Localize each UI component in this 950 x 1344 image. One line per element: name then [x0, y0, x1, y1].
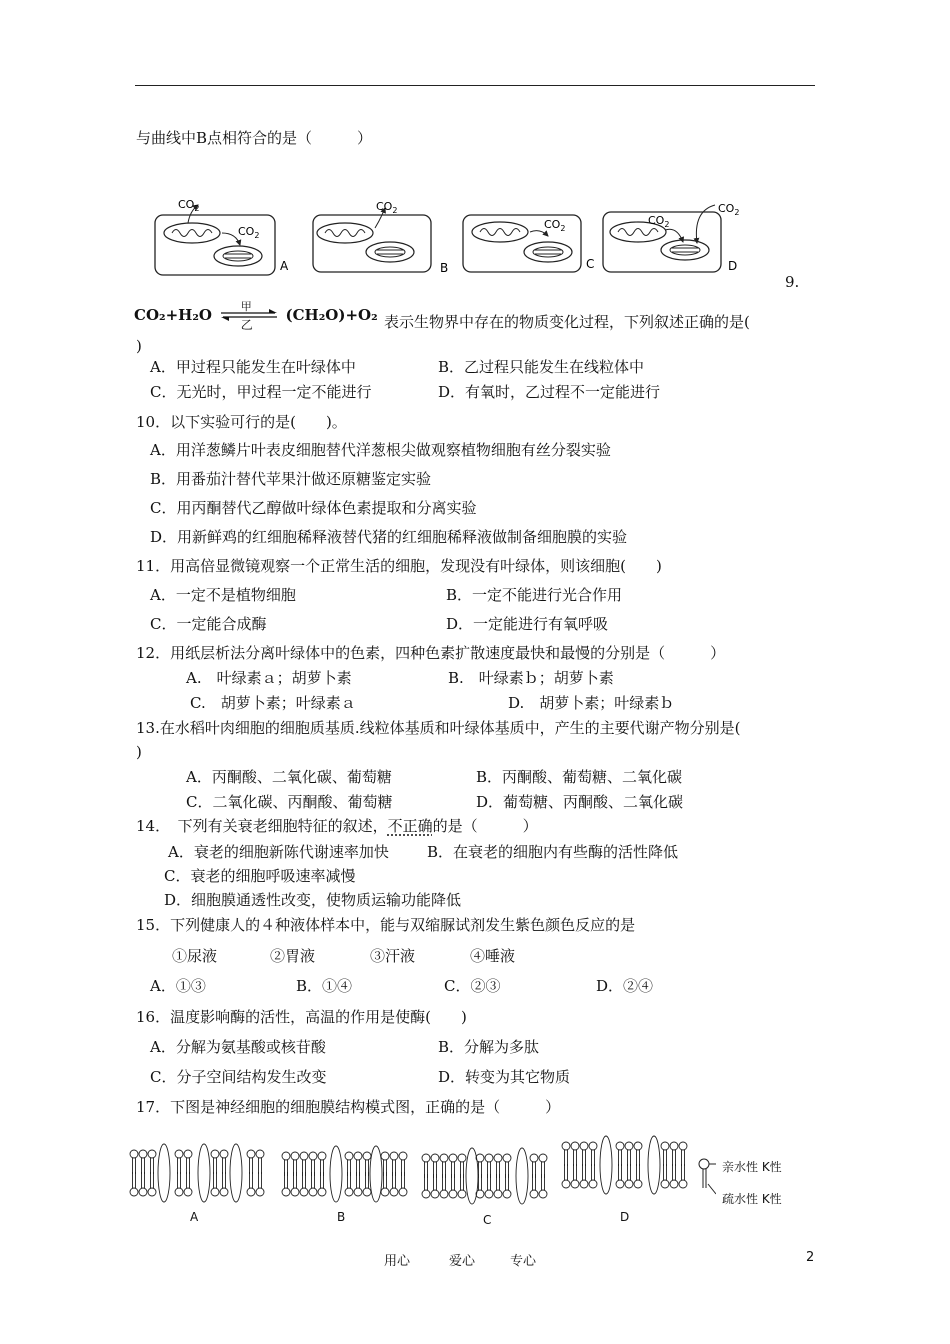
q14-option-d: D．细胞膜通透性改变，使物质运输功能降低 [164, 891, 462, 909]
q12-stem: 12．用纸层析法分离叶绿体中的色素，四种色素扩散速度最快和最慢的分别是（ ） [136, 644, 726, 662]
membrane-a [130, 1144, 264, 1202]
cell-b [313, 200, 448, 275]
q14-stem-part-b: 的是（ ） [432, 817, 538, 835]
membrane-d [562, 1136, 687, 1194]
q12-option-b: B. 叶绿素ｂ；胡萝卜素 [448, 669, 614, 687]
legend-hydrophobic: 疏水性 K性 [722, 1192, 782, 1206]
q15-stem: 15．下列健康人的４种液体样本中，能与双缩脲试剂发生紫色颜色反应的是 [136, 916, 636, 934]
svg-text:CO2: $CO_2$ [718, 202, 740, 217]
membrane-c [422, 1148, 547, 1204]
q16-option-b: B．分解为多肽 [438, 1038, 540, 1056]
q12-option-d: D. 胡萝卜素；叶绿素ｂ [508, 694, 675, 712]
q14-option-b: B．在衰老的细胞内有些酶的活性降低 [427, 843, 679, 861]
q9-formula [134, 302, 378, 332]
cell-letter-d: D [728, 259, 738, 273]
formula-right: (CH₂O)+O₂ [285, 306, 378, 324]
svg-text:CO2: $CO_2$ [376, 200, 398, 215]
q14-option-c: C．衰老的细胞呼吸速率减慢 [164, 867, 356, 885]
svg-text:CO2: $CO_2$ [544, 218, 566, 233]
q15-option-d: D．②④ [596, 977, 654, 995]
q11-option-a: A．一定不是植物细胞 [150, 586, 296, 604]
cell-co2-figure [150, 190, 790, 280]
q10-stem: 10．以下实验可行的是( )。 [136, 413, 347, 431]
footer-motto-3: 专心 [510, 1254, 537, 1269]
q10-option-d: D．用新鲜鸡的红细胞稀释液替代猪的红细胞稀释液做制备细胞膜的实验 [150, 528, 628, 546]
legend-symbol [694, 1154, 716, 1204]
q16-stem: 16．温度影响酶的活性，高温的作用是使酶( ) [136, 1008, 467, 1026]
cell-letter-b: B [440, 261, 449, 275]
q10-option-b: B．用番茄汁替代苹果汁做还原糖鉴定实验 [150, 470, 432, 488]
q13-option-c: C．二氧化碳、丙酮酸、葡萄糖 [186, 793, 393, 811]
header-rule [135, 85, 815, 86]
q9-option-c: C．无光时，甲过程一定不能进行 [150, 383, 372, 401]
q17-stem: 17．下图是神经细胞的细胞膜结构模式图，正确的是（ ） [136, 1098, 561, 1116]
page-number: 2 [806, 1250, 815, 1265]
q10-option-c: C．用丙酮替代乙醇做叶绿体色素提取和分离实验 [150, 499, 477, 517]
q13-option-d: D．葡萄糖、丙酮酸、二氧化碳 [476, 793, 684, 811]
q13-stem-cont: ) [136, 743, 142, 761]
q14-stem-emphasis: 不正确 [387, 817, 433, 835]
cell-d [603, 202, 739, 273]
q13-stem: 13.在水稻叶肉细胞的细胞质基质.线粒体基质和叶绿体基质中，产生的主要代谢产物分别是( [136, 719, 741, 737]
footer-motto-2: 爱心 [449, 1254, 476, 1269]
q16-option-c: C．分子空间结构发生改变 [150, 1068, 327, 1086]
arrow-top-label: 甲 [240, 300, 252, 313]
q9-number: 9. [785, 273, 800, 291]
membrane-b [282, 1146, 407, 1202]
q12-option-a: A. 叶绿素ａ；胡萝卜素 [186, 669, 352, 687]
q15-option-a: A．①③ [150, 977, 206, 995]
q15-sample-4: ④唾液 [470, 947, 516, 965]
membrane-letter-d: D [620, 1210, 630, 1224]
q16-option-d: D．转变为其它物质 [438, 1068, 571, 1086]
q9-stem: 表示生物界中存在的物质变化过程，下列叙述正确的是( [384, 313, 750, 331]
q14-stem-part-a: 14． 下列有关衰老细胞特征的叙述， [136, 817, 388, 835]
cell-letter-c: C [586, 257, 595, 271]
membrane-letter-c: C [483, 1213, 492, 1227]
q15-sample-1: ①尿液 [172, 947, 218, 965]
membrane-letter-b: B [337, 1210, 346, 1224]
svg-text:CO2: $CO_2$ [238, 225, 260, 240]
svg-text:CO2: $CO_2$ [648, 214, 670, 229]
cell-letter-a: A [280, 259, 289, 273]
q15-option-c: C．②③ [444, 977, 501, 995]
q13-option-a: A．丙酮酸、二氧化碳、葡萄糖 [186, 768, 392, 786]
q14-option-a: A．衰老的细胞新陈代谢速率加快 [168, 843, 389, 861]
footer-motto-1: 用心 [384, 1254, 411, 1269]
q9-stem-cont: ) [136, 337, 142, 355]
q9-option-a: A．甲过程只能发生在叶绿体中 [150, 358, 356, 376]
q11-option-b: B．一定不能进行光合作用 [446, 586, 623, 604]
membrane-letter-a: A [190, 1210, 199, 1224]
q9-option-b: B．乙过程只能发生在线粒体中 [438, 358, 645, 376]
q16-option-a: A．分解为氨基酸或核苷酸 [150, 1038, 326, 1056]
svg-text:CO2: $CO_2$ [178, 198, 200, 213]
cell-c [463, 215, 594, 272]
q15-option-b: B．①④ [296, 977, 353, 995]
q14-stem [136, 816, 538, 836]
formula-left: CO₂+H₂O [134, 306, 212, 324]
q15-sample-2: ②胃液 [270, 947, 316, 965]
q9-option-d: D．有氧时，乙过程不一定能进行 [438, 383, 661, 401]
q13-option-b: B．丙酮酸、葡萄糖、二氧化碳 [476, 768, 683, 786]
q12-option-c: C. 胡萝卜素；叶绿素ａ [190, 694, 356, 712]
q11-option-c: C．一定能合成酶 [150, 615, 267, 633]
q15-sample-3: ③汗液 [370, 947, 416, 965]
intro-line: 与曲线中B点相符合的是（ ） [136, 129, 373, 147]
reversible-arrow [217, 300, 281, 332]
q10-option-a: A．用洋葱鳞片叶表皮细胞替代洋葱根尖做观察植物细胞有丝分裂实验 [150, 441, 611, 459]
legend-hydrophilic: 亲水性 K性 [722, 1160, 782, 1174]
cell-a [155, 198, 289, 275]
q11-stem: 11．用高倍显微镜观察一个正常生活的细胞，发现没有叶绿体，则该细胞( ) [136, 557, 662, 575]
arrow-bottom-label: 乙 [240, 318, 253, 332]
q11-option-d: D．一定能进行有氧呼吸 [446, 615, 609, 633]
